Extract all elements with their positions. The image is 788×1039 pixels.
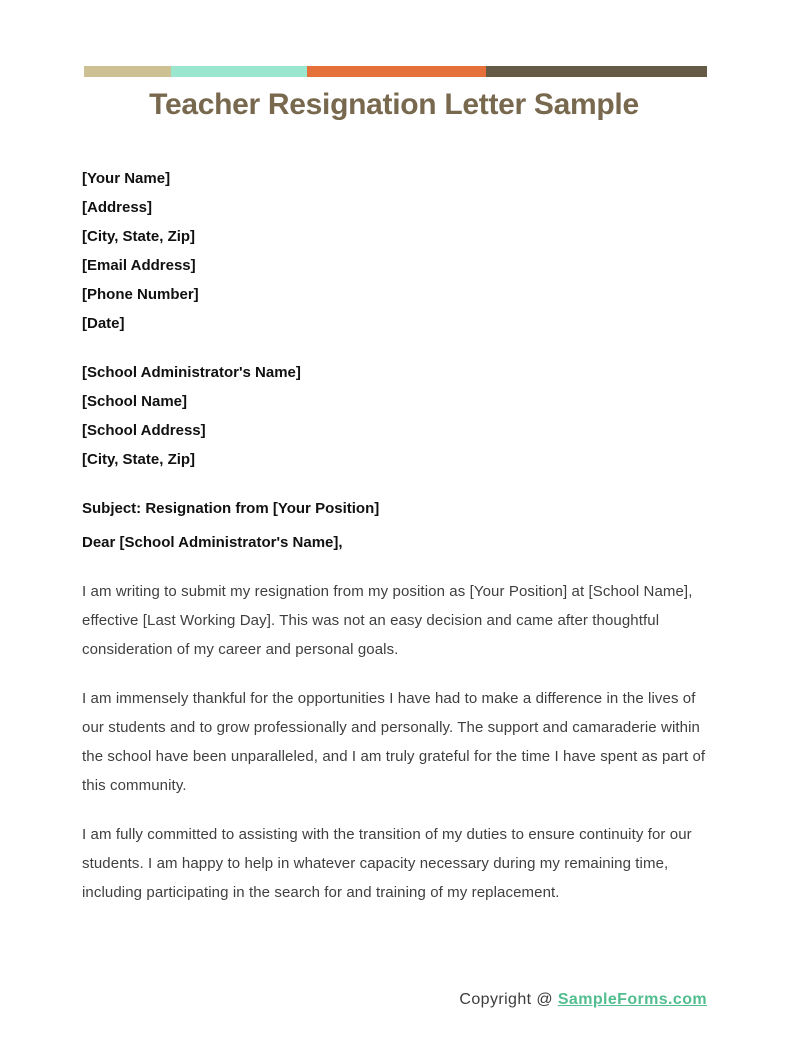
copyright-text: Copyright @ bbox=[459, 991, 558, 1008]
sender-block bbox=[82, 164, 708, 338]
accent-bar bbox=[84, 66, 707, 77]
sender-email-line: [Email Address] bbox=[82, 257, 196, 274]
footer-copyright bbox=[459, 991, 707, 1009]
page-title: Teacher Resignation Letter Sample bbox=[149, 88, 639, 121]
paragraph-resignation-notice: I am writing to submit my resignation from my position as [Your Position] at [School Name], effective [Last Working Day]. This was not an easy decision and came after thoughtful consideration of my career and personal goals. bbox=[82, 583, 693, 658]
accent-bar-segment-brown bbox=[486, 66, 707, 77]
accent-bar-segment-orange bbox=[307, 66, 486, 77]
recipient-admin-line: [School Administrator's Name] bbox=[82, 364, 301, 381]
paragraph-gratitude: I am immensely thankful for the opportunities I have had to make a difference in the lives of our students and to grow professionally and personally. The support and camaraderie within the school have been unparalleled, and I am truly grateful for the time I have spent as part of this community. bbox=[82, 690, 706, 794]
sender-date-line: [Date] bbox=[82, 315, 125, 332]
sender-phone-line: [Phone Number] bbox=[82, 286, 199, 303]
paragraph-transition-offer: I am fully committed to assisting with the transition of my duties to ensure continuity for our students. I am happy to help in whatever capacity necessary during my remaining time, including participating in the search for and training of my replacement. bbox=[82, 826, 692, 901]
letter-body bbox=[82, 164, 708, 907]
salutation-line: Dear [School Administrator's Name], bbox=[82, 534, 343, 551]
sender-city-line: [City, State, Zip] bbox=[82, 228, 196, 245]
brand-link[interactable]: SampleForms.com bbox=[557, 991, 707, 1008]
subject-line: Subject: Resignation from [Your Position] bbox=[82, 500, 380, 517]
accent-bar-segment-mint bbox=[171, 66, 307, 77]
recipient-block bbox=[82, 358, 708, 474]
sender-address-line: [Address] bbox=[82, 199, 153, 216]
recipient-city-line: [City, State, Zip] bbox=[82, 451, 196, 468]
recipient-school-line: [School Name] bbox=[82, 393, 188, 410]
accent-bar-segment-tan bbox=[84, 66, 171, 77]
recipient-address-line: [School Address] bbox=[82, 422, 206, 439]
sender-name-line: [Your Name] bbox=[82, 170, 171, 187]
